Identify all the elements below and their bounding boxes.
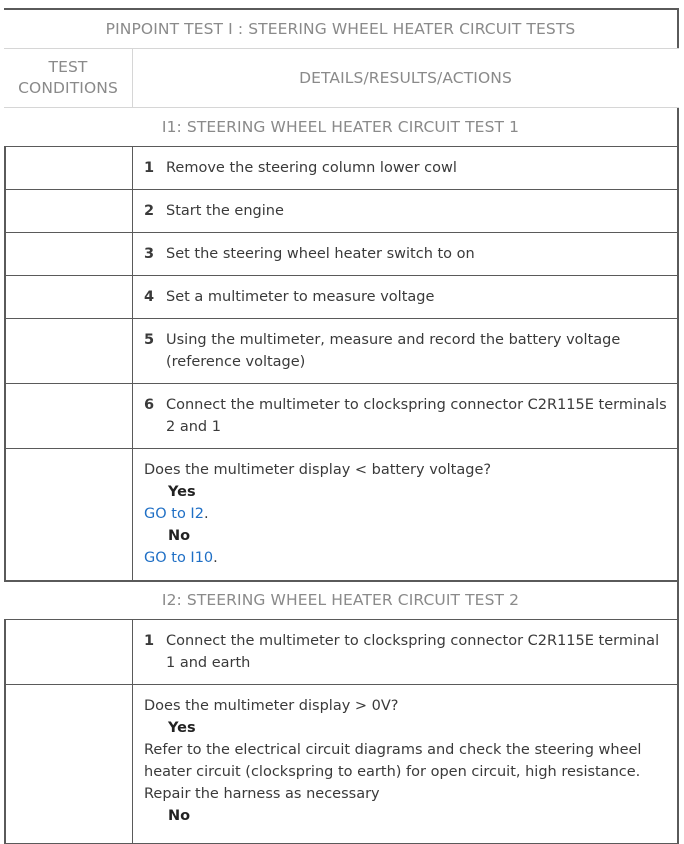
table-row bbox=[4, 619, 679, 685]
step-number: 3 bbox=[144, 246, 155, 262]
test-conditions-cell bbox=[6, 620, 133, 684]
step-number: 4 bbox=[144, 289, 155, 305]
step-text: Start the engine bbox=[166, 203, 284, 219]
details-cell bbox=[144, 157, 667, 189]
table-row bbox=[4, 275, 679, 319]
question-text: Does the multimeter display > 0V? bbox=[144, 698, 399, 714]
section-heading-row bbox=[4, 581, 679, 619]
step-text: Set a multimeter to measure voltage bbox=[166, 289, 435, 305]
test-conditions-cell bbox=[6, 147, 133, 189]
test-conditions-cell bbox=[6, 384, 133, 448]
column-header-test-conditions: TEST CONDITIONS bbox=[18, 58, 118, 97]
page-title: PINPOINT TEST I : STEERING WHEEL HEATER CIRCUIT TESTS bbox=[105, 20, 576, 38]
test-conditions-cell bbox=[6, 233, 133, 275]
yes-label: Yes bbox=[168, 720, 196, 736]
details-cell bbox=[144, 394, 667, 448]
column-header-row bbox=[4, 48, 679, 108]
details-cell bbox=[144, 630, 667, 684]
step-number: 1 bbox=[144, 160, 155, 176]
step-text: Remove the steering column lower cowl bbox=[166, 160, 457, 176]
table-row bbox=[4, 684, 679, 844]
section-heading-row bbox=[4, 108, 679, 146]
step-number: 1 bbox=[144, 633, 155, 649]
table-row bbox=[4, 232, 679, 276]
details-cell bbox=[144, 286, 667, 318]
test-conditions-cell bbox=[6, 276, 133, 318]
step-number: 2 bbox=[144, 203, 155, 219]
yes-action-text: Refer to the electrical circuit diagrams and check the steering wheel heater circuit (clockspring to earth) for open circuit, high resistance. Repair the harness as necessary bbox=[144, 742, 642, 802]
title-row bbox=[4, 8, 679, 48]
column-header-details: DETAILS/RESULTS/ACTIONS bbox=[299, 69, 512, 87]
section-heading-i2: I2: STEERING WHEEL HEATER CIRCUIT TEST 2 bbox=[161, 591, 520, 609]
test-conditions-cell bbox=[6, 685, 133, 843]
question-cell bbox=[144, 695, 667, 843]
no-label: No bbox=[168, 528, 191, 544]
details-cell bbox=[144, 329, 667, 383]
test-conditions-cell bbox=[6, 449, 133, 580]
period: . bbox=[213, 550, 218, 566]
step-text: Connect the multimeter to clockspring connector C2R115E terminals 2 and 1 bbox=[166, 397, 667, 435]
go-to-i10-link[interactable]: GO to I10 bbox=[144, 550, 214, 566]
table-row bbox=[4, 383, 679, 449]
step-text: Set the steering wheel heater switch to on bbox=[166, 246, 475, 262]
go-to-i2-link[interactable]: GO to I2 bbox=[144, 506, 204, 522]
section-heading-i1: I1: STEERING WHEEL HEATER CIRCUIT TEST 1 bbox=[161, 118, 520, 136]
table-row bbox=[4, 146, 679, 190]
table-row bbox=[4, 318, 679, 384]
details-cell bbox=[144, 243, 667, 275]
step-number: 6 bbox=[144, 397, 155, 413]
step-text: Connect the multimeter to clockspring connector C2R115E terminal 1 and earth bbox=[166, 633, 660, 671]
table-row bbox=[4, 448, 679, 582]
step-text: Using the multimeter, measure and record the battery voltage (reference voltage) bbox=[166, 332, 621, 370]
no-label: No bbox=[168, 808, 191, 824]
test-conditions-cell bbox=[6, 190, 133, 232]
question-text: Does the multimeter display < battery voltage? bbox=[144, 462, 492, 478]
test-conditions-cell bbox=[6, 319, 133, 383]
step-number: 5 bbox=[144, 332, 155, 348]
yes-label: Yes bbox=[168, 484, 196, 500]
period: . bbox=[203, 506, 209, 522]
question-cell bbox=[144, 459, 667, 580]
table-row bbox=[4, 189, 679, 233]
details-cell bbox=[144, 200, 667, 232]
